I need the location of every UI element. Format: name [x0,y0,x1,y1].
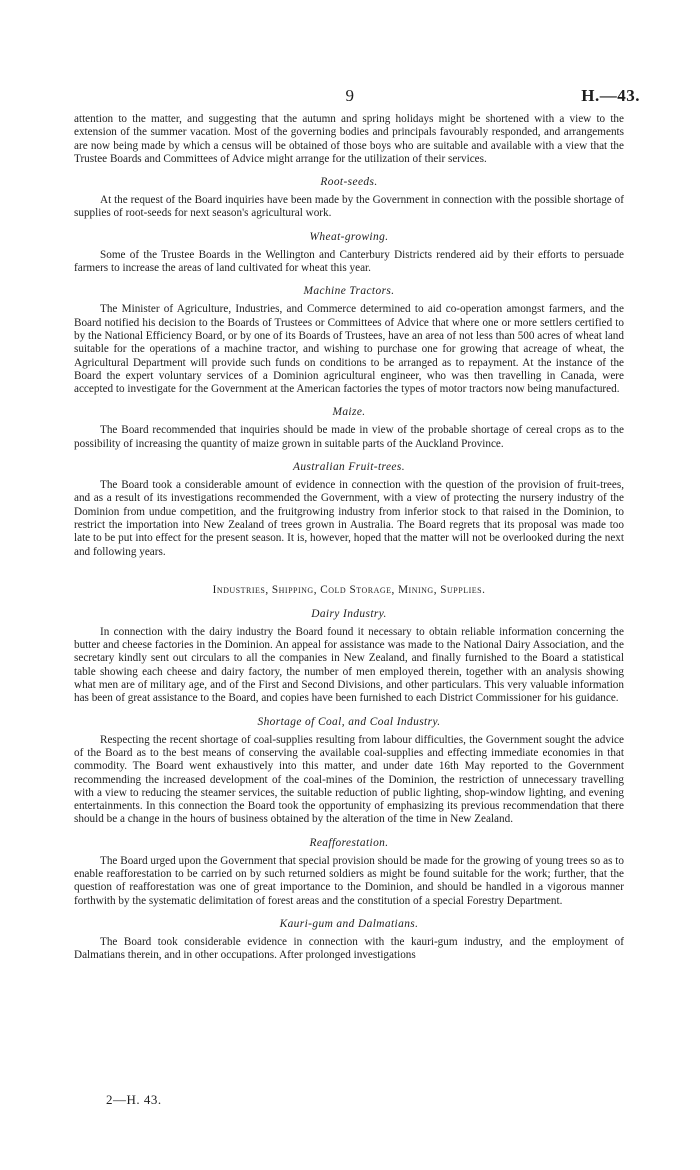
footer-signature: 2—H. 43. [106,1092,162,1107]
machine-tractors-paragraph: The Minister of Agriculture, Industries, and Commerce determined to aid co-operation amongst farmers, and the Board notified his decision to the Boards of Trustees or Committees of Advice that where one or more settlers certified to by the National Efficiency Board, or by one of its Boards of Trustees, have an area of not less than 500 acres of wheat land suitable for the operations of a machine tractor, and wishing to purchase one for growing that acreage of wheat, the Agricultural Department will provide such funds on conditions to be arranged as to repayment. At the instance of the Board the expert voluntary services of a Dominion agricultural engineer, who was then travelling in Canada, were accepted to investigate for the Government at the American factories the types of motor tractors now being manufactured. [74,303,624,396]
document-reference: H.—43. [581,86,640,105]
coal-heading: Shortage of Coal, and Coal Industry. [257,715,441,728]
kauri-gum-paragraph: The Board took considerable evidence in connection with the kauri-gum industry, and the employment of Dalmatians therein, and in other occupations. After prolonged investigations [74,935,624,962]
maize-heading: Maize. [332,406,366,419]
dairy-industry-paragraph: In connection with the dairy industry the Board found it necessary to obtain reliable information concerning the butter and cheese factories in the Dominion. An appeal for assistance was made to the National Dairy Association, and the secretary kindly sent out circulars to all the companies in New Zealand, and finally furnished to the Board a statistical table showing each cheese and dairy factory, the number of men employed therein, together with an analysis showing what men are of military age, and of the First and Second Divisions, and other particulars. This very valuable information has been of great assistance to the Board, and copies have been furnished to each District Commissioner for his guidance. [74,625,624,705]
coal-paragraph: Respecting the recent shortage of coal-supplies resulting from labour difficulties, the Government sought the advice of the Board as to the best means of conserving the available coal-supplies and effecting immediate economies in that commodity. The Board went exhaustively into this matter, and under date 16th May reported to the Government recommending the increased development of the coal-mines of the Dominion, the restriction of unnecessary travelling with a view to reducing the steamer services, the suitable reduction of public lighting, shop-window lighting, and evening entertainments. In this connection the Board took the opportunity of emphasizing its previous recommendation that there should be a change in the hours of business obtained by the alteration of the time in New Zealand. [74,733,624,826]
fruit-trees-heading: Australian Fruit-trees. [293,461,405,474]
page-body [74,113,624,962]
intro-paragraph: attention to the matter, and suggesting that the autumn and spring holidays might be shortened with a view to the extension of the summer vacation. Most of the governing bodies and principals favourably responded, and arrangements are now being made by which a census will be obtained of those boys who are suitable and available with a view that the Trustee Boards and Committees of Advice might arrange for the utilization of their services. [74,113,624,165]
fruit-trees-paragraph: The Board took a considerable amount of evidence in connection with the question of the provision of fruit-trees, and as a result of its investigations recommended the Government, with a view of protecting the nursery industry of the Dominion from undue competition, and the fruitgrowing industry from inferior stock to that raised in the Dominion, to restrict the importation into New Zealand of trees grown in Australia. The Board regrets that its proposal was made too late to be put into effect for the present season. It is, however, hoped that the matter will not be overlooked during the next and following years. [74,479,624,558]
reafforestation-paragraph: The Board urged upon the Government that special provision should be made for the growing of young trees so as to enable reafforestation to be carried on by such returned soldiers as might be found suitable for the work; further, that the question of reafforestation was one of great importance to the Dominion, and should be handled in a vigorous manner forthwith by the systematic delimitation of forest areas and the constitution of a special Forestry Department. [74,854,624,907]
maize-paragraph: The Board recommended that inquiries should be made in view of the probable shortage of cereal crops as to the possibility of increasing the quantity of maize grown in suitable parts of the Auckland Province. [74,424,624,450]
machine-tractors-heading: Machine Tractors. [303,285,395,298]
root-seeds-paragraph: At the request of the Board inquiries have been made by the Government in connection with the possible shortage of supplies of root-seeds for next season's agricultural work. [74,194,624,220]
section-heading: Industries, Shipping, Cold Storage, Mining, Supplies. [212,583,486,596]
root-seeds-heading: Root-seeds. [320,176,378,189]
kauri-gum-heading: Kauri-gum and Dalmatians. [279,917,419,930]
reafforestation-heading: Reafforestation. [309,836,389,849]
wheat-growing-paragraph: Some of the Trustee Boards in the Wellington and Canterbury Districts rendered aid by their efforts to persuade farmers to increase the areas of land cultivated for wheat this year. [74,248,624,275]
wheat-growing-heading: Wheat-growing. [309,230,389,243]
dairy-industry-heading: Dairy Industry. [311,607,387,620]
page-number: 9 [345,86,355,105]
